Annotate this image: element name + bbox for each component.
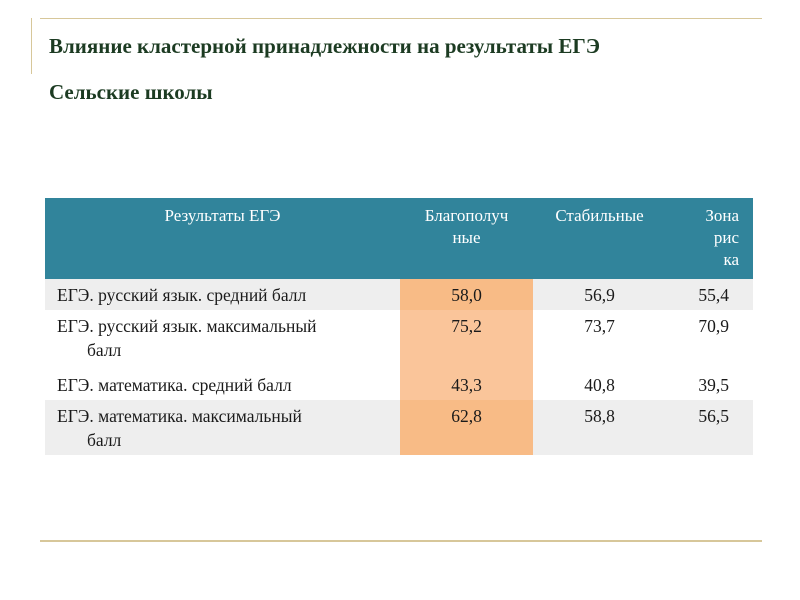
cell-prosperous: 62,8 bbox=[400, 400, 533, 455]
cell-stable: 56,9 bbox=[533, 279, 666, 310]
header-stable: Стабильные bbox=[533, 198, 666, 279]
cell-stable: 40,8 bbox=[533, 365, 666, 400]
slide-title: Влияние кластерной принадлежности на результаты ЕГЭ bbox=[49, 34, 601, 58]
table-row bbox=[45, 365, 753, 400]
table-row bbox=[45, 310, 753, 365]
results-table bbox=[45, 198, 753, 455]
cell-risk: 39,5 bbox=[666, 365, 753, 400]
cell-risk: 55,4 bbox=[666, 279, 753, 310]
cell-stable: 73,7 bbox=[533, 310, 666, 365]
header-results: Результаты ЕГЭ bbox=[45, 198, 400, 279]
cell-prosperous: 75,2 bbox=[400, 310, 533, 365]
cell-prosperous: 43,3 bbox=[400, 365, 533, 400]
header-risk-line3: ка bbox=[723, 250, 739, 269]
cell-prosperous: 58,0 bbox=[400, 279, 533, 310]
slide-subtitle: Сельские школы bbox=[49, 80, 213, 104]
header-prosperous-line1: Благополуч bbox=[424, 206, 509, 225]
row-label: ЕГЭ. русский язык. средний балл bbox=[45, 279, 400, 310]
header-risk-zone bbox=[666, 198, 753, 279]
row-label: ЕГЭ. русский язык. максимальный балл bbox=[45, 310, 400, 365]
table-header-row bbox=[45, 198, 753, 279]
left-rule bbox=[31, 18, 32, 74]
cell-stable: 58,8 bbox=[533, 400, 666, 455]
header-prosperous bbox=[400, 198, 533, 279]
cell-risk: 56,5 bbox=[666, 400, 753, 455]
bottom-rule bbox=[40, 540, 762, 542]
cell-risk: 70,9 bbox=[666, 310, 753, 365]
top-rule bbox=[40, 18, 762, 19]
row-label: ЕГЭ. математика. максимальный балл bbox=[45, 400, 400, 455]
table-row bbox=[45, 400, 753, 455]
header-risk-line2: рис bbox=[713, 228, 739, 247]
table-row bbox=[45, 279, 753, 310]
header-prosperous-line2: ные bbox=[452, 228, 481, 247]
header-risk-line1: Зона bbox=[705, 206, 739, 225]
row-label: ЕГЭ. математика. средний балл bbox=[45, 365, 400, 400]
